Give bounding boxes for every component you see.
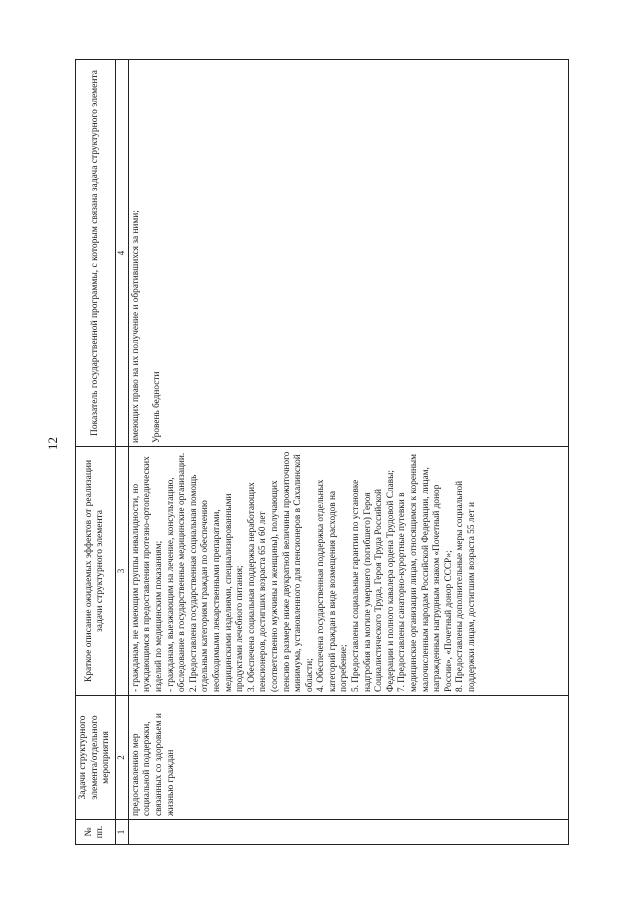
indicator-cell [128,60,568,447]
column-number-row [115,60,128,845]
effect-item: 5. Предоставлены социальные гарантии по установке надгробия на могиле умершего (погибшего) Героя Социалистического Труда, Героя Труда Российской Федерации и полного кавалера ордена Трудовой Славы; [351,470,396,692]
column-number: 2 [115,696,128,820]
effects-cell [128,447,568,696]
header-indicator: Показатель государственной программы, с которым связана задача структурного элемента [76,60,116,447]
effect-item: - гражданам, выезжающим на лечение, консультацию, обследование в государственные медицинские организации. [165,452,188,692]
effect-item: 4. Обеспечена государственная поддержка отдельных категорий граждан в виде возмещения расходов на погребение; [316,479,350,692]
header-row [76,60,116,845]
effect-item: 8. Предоставлены дополнительные меры социальной поддержки лицам, достигшим возраста 55 лет и [455,480,477,692]
header-number: № пп. [76,820,116,845]
indicator-line: Уровень бедности [152,371,163,443]
rotated-table-container [75,59,569,845]
header-effects: Краткое описание ожидаемых эффектов от реализации задачи структурного элемента [76,447,116,696]
table-row [128,60,568,845]
effect-item: 3. Обеспечена социальная поддержка неработающих пенсионеров, достигших возраста 65 и 60 лет (соответственно мужчины и женщины), получающих пенсию в размере ниже двукратной величины прожиточного минимума, установленного для пенсионеров в Сахалинской области; [246,451,315,692]
column-number: 3 [115,447,128,696]
page-number: 12 [45,437,60,450]
task-cell: предоставлению мер социальной поддержки, связанных со здоровьем и жизнью граждан [128,696,568,820]
effect-item: 2. Предоставлена государственная социальная помощь отдельным категориям граждан по обеспечению необходимыми лекарственными препаратами, медицинскими изделиями, специализированными продуктами лечебного питания; [188,474,246,692]
column-number: 4 [115,60,128,447]
row-number-cell [128,820,568,845]
effect-item: - гражданам, не имеющим группы инвалидности, но нуждающимся в предоставлении протезно-ортопедических изделий по медицинским показаниям; [130,456,164,692]
column-number: 1 [115,820,128,845]
program-table [75,59,569,845]
header-tasks: Задачи структурного элемента/отдельного мероприятия [76,696,116,820]
indicator-line: имеющих право на их получение и обратившихся за ними; [130,210,141,443]
effect-item: 7. Предоставлены санаторно-курортные путевки в медицинские организации лицам, относящимся к коренным малочисленным народам Российской Федерации, лицам, награжденным нагрудным знаком «Почетный донор России», «Почетный донор СССР»; [397,453,454,692]
